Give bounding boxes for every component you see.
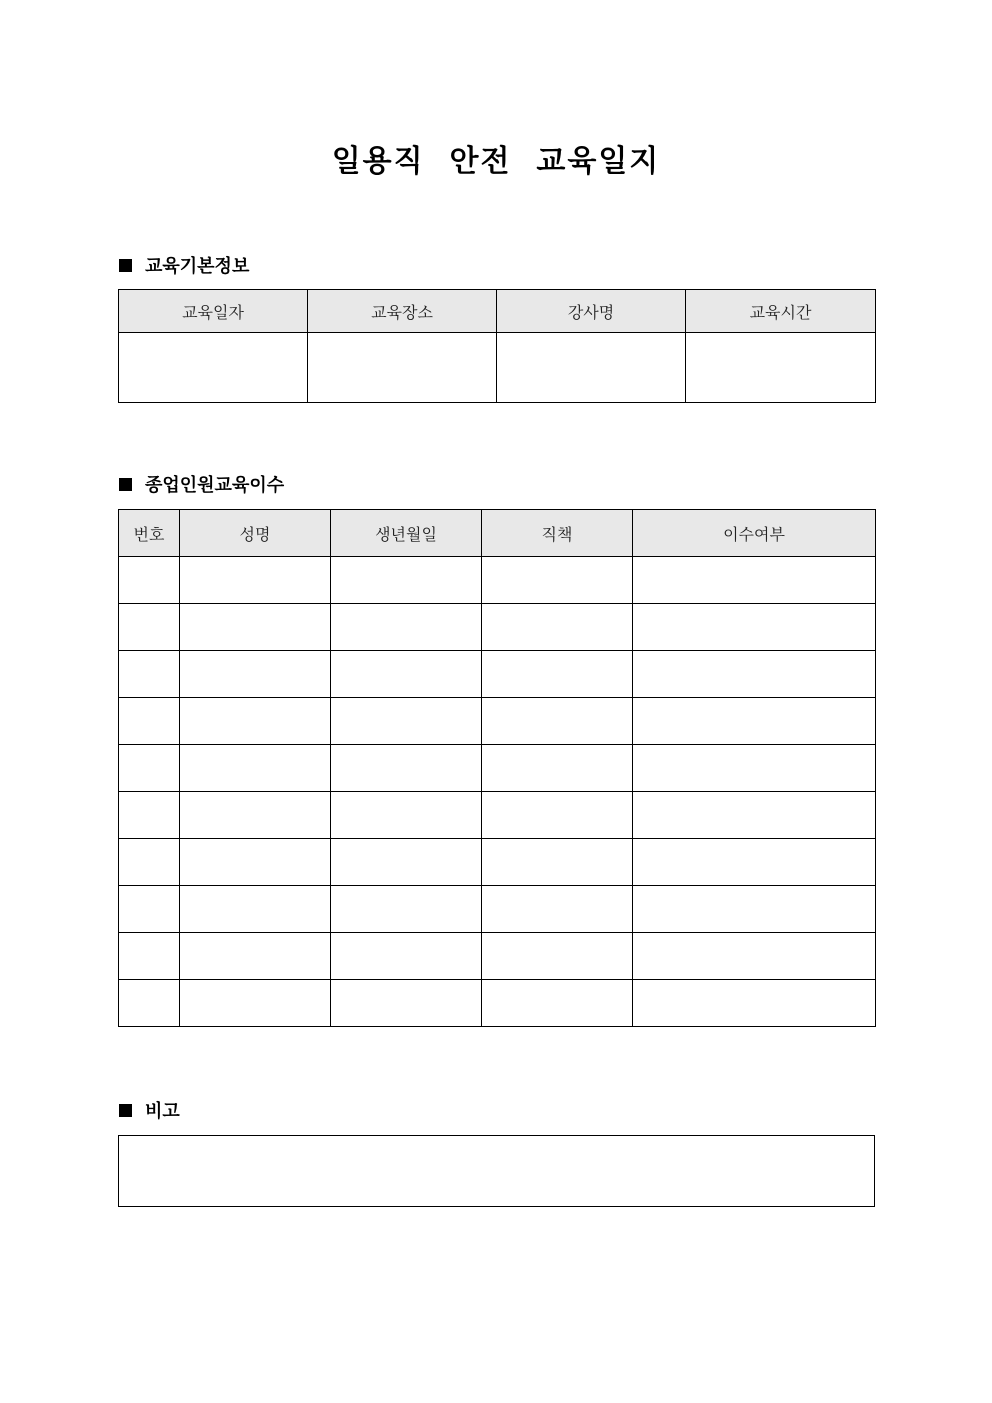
instructor-name-field[interactable] bbox=[497, 333, 686, 403]
section-heading-basic-info bbox=[119, 253, 249, 277]
section-heading-label: 교육기본정보 bbox=[145, 256, 250, 277]
remarks-field[interactable] bbox=[118, 1135, 875, 1207]
table-header-row bbox=[119, 290, 876, 333]
table-row bbox=[119, 745, 876, 792]
square-bullet-icon bbox=[119, 1104, 132, 1117]
square-bullet-icon bbox=[119, 478, 132, 491]
number-cell[interactable] bbox=[119, 745, 180, 792]
number-cell[interactable] bbox=[119, 698, 180, 745]
position-cell[interactable] bbox=[482, 745, 633, 792]
position-cell[interactable] bbox=[482, 557, 633, 604]
header-birth-date: 생년월일 bbox=[331, 510, 482, 557]
table-row bbox=[119, 792, 876, 839]
completion-status-cell[interactable] bbox=[633, 980, 876, 1027]
name-cell[interactable] bbox=[180, 980, 331, 1027]
completion-status-cell[interactable] bbox=[633, 886, 876, 933]
table-row bbox=[119, 839, 876, 886]
number-cell[interactable] bbox=[119, 980, 180, 1027]
table-row bbox=[119, 651, 876, 698]
table-row bbox=[119, 886, 876, 933]
birth-date-cell[interactable] bbox=[331, 886, 482, 933]
number-cell[interactable] bbox=[119, 886, 180, 933]
number-cell[interactable] bbox=[119, 604, 180, 651]
number-cell[interactable] bbox=[119, 651, 180, 698]
name-cell[interactable] bbox=[180, 886, 331, 933]
completion-status-cell[interactable] bbox=[633, 745, 876, 792]
header-instructor-name: 강사명 bbox=[497, 290, 686, 333]
participants-table bbox=[118, 509, 876, 1027]
position-cell[interactable] bbox=[482, 980, 633, 1027]
birth-date-cell[interactable] bbox=[331, 557, 482, 604]
name-cell[interactable] bbox=[180, 557, 331, 604]
document-title: 일용직 안전 교육일지 bbox=[331, 144, 661, 179]
table-row bbox=[119, 604, 876, 651]
table-row bbox=[119, 980, 876, 1027]
section-heading-remarks bbox=[119, 1098, 180, 1122]
position-cell[interactable] bbox=[482, 651, 633, 698]
birth-date-cell[interactable] bbox=[331, 792, 482, 839]
name-cell[interactable] bbox=[180, 604, 331, 651]
education-date-field[interactable] bbox=[119, 333, 308, 403]
name-cell[interactable] bbox=[180, 933, 331, 980]
header-education-time: 교육시간 bbox=[686, 290, 876, 333]
completion-status-cell[interactable] bbox=[633, 792, 876, 839]
position-cell[interactable] bbox=[482, 792, 633, 839]
number-cell[interactable] bbox=[119, 792, 180, 839]
name-cell[interactable] bbox=[180, 839, 331, 886]
table-row bbox=[119, 557, 876, 604]
position-cell[interactable] bbox=[482, 604, 633, 651]
basic-info-table bbox=[118, 289, 876, 403]
header-number: 번호 bbox=[119, 510, 180, 557]
table-row bbox=[119, 333, 876, 403]
section-heading-participants bbox=[119, 472, 284, 496]
section-heading-label: 종업인원교육이수 bbox=[145, 475, 285, 496]
position-cell[interactable] bbox=[482, 698, 633, 745]
birth-date-cell[interactable] bbox=[331, 698, 482, 745]
completion-status-cell[interactable] bbox=[633, 933, 876, 980]
completion-status-cell[interactable] bbox=[633, 604, 876, 651]
header-position: 직책 bbox=[482, 510, 633, 557]
header-name: 성명 bbox=[180, 510, 331, 557]
education-time-field[interactable] bbox=[686, 333, 876, 403]
header-education-place: 교육장소 bbox=[308, 290, 497, 333]
birth-date-cell[interactable] bbox=[331, 651, 482, 698]
table-row bbox=[119, 933, 876, 980]
completion-status-cell[interactable] bbox=[633, 557, 876, 604]
birth-date-cell[interactable] bbox=[331, 839, 482, 886]
section-heading-label: 비고 bbox=[145, 1101, 180, 1122]
completion-status-cell[interactable] bbox=[633, 839, 876, 886]
birth-date-cell[interactable] bbox=[331, 933, 482, 980]
name-cell[interactable] bbox=[180, 745, 331, 792]
completion-status-cell[interactable] bbox=[633, 651, 876, 698]
header-completion-status: 이수여부 bbox=[633, 510, 876, 557]
name-cell[interactable] bbox=[180, 651, 331, 698]
birth-date-cell[interactable] bbox=[331, 745, 482, 792]
header-education-date: 교육일자 bbox=[119, 290, 308, 333]
position-cell[interactable] bbox=[482, 933, 633, 980]
number-cell[interactable] bbox=[119, 839, 180, 886]
number-cell[interactable] bbox=[119, 557, 180, 604]
birth-date-cell[interactable] bbox=[331, 604, 482, 651]
square-bullet-icon bbox=[119, 259, 132, 272]
birth-date-cell[interactable] bbox=[331, 980, 482, 1027]
table-header-row bbox=[119, 510, 876, 557]
table-row bbox=[119, 698, 876, 745]
number-cell[interactable] bbox=[119, 933, 180, 980]
name-cell[interactable] bbox=[180, 698, 331, 745]
education-place-field[interactable] bbox=[308, 333, 497, 403]
position-cell[interactable] bbox=[482, 886, 633, 933]
name-cell[interactable] bbox=[180, 792, 331, 839]
completion-status-cell[interactable] bbox=[633, 698, 876, 745]
position-cell[interactable] bbox=[482, 839, 633, 886]
